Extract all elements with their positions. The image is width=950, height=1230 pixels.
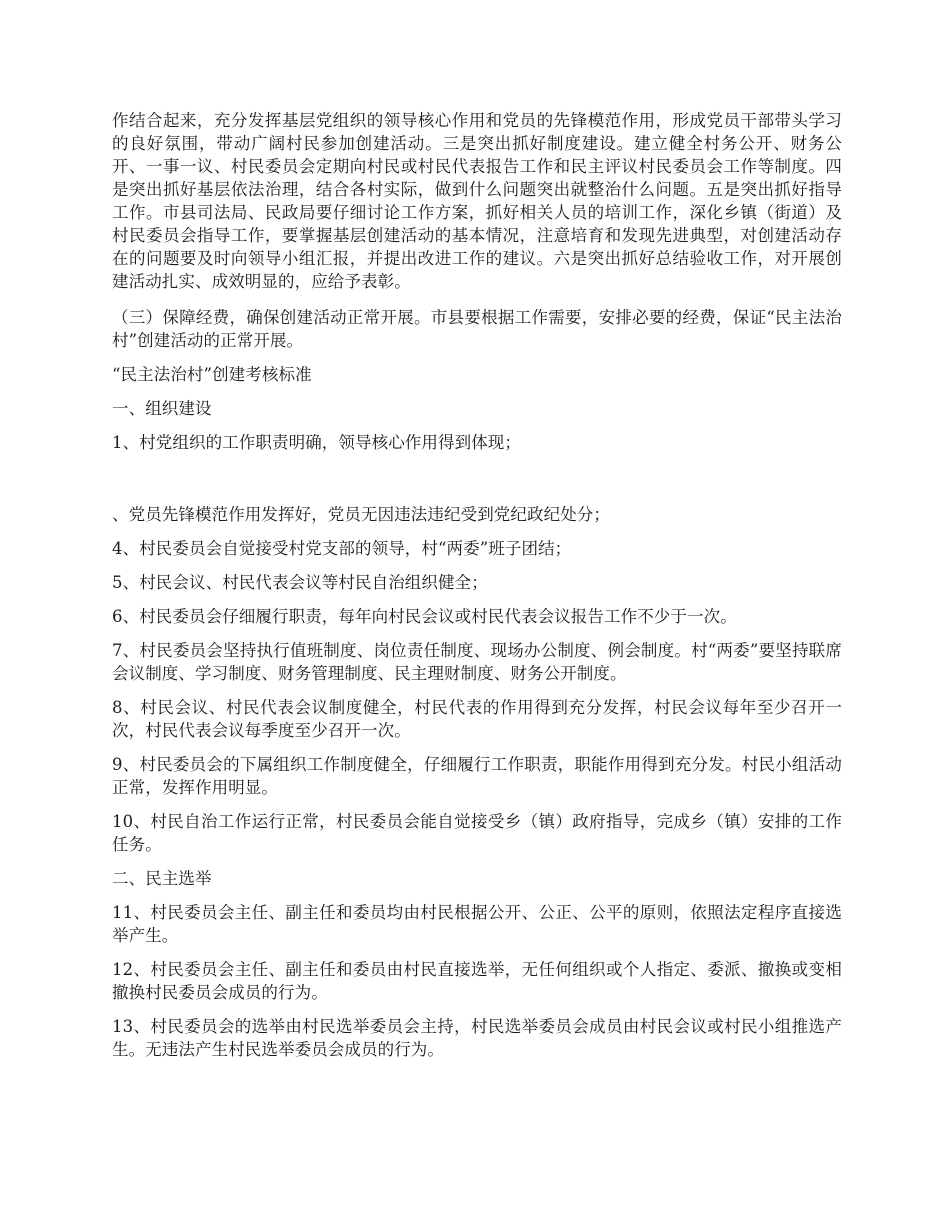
list-item-2: 、党员先锋模范作用发挥好，党员无因违法违纪受到党纪政纪处分； — [112, 505, 610, 524]
list-item-12: 12、村民委员会主任、副主任和委员由村民直接选举，无任何组织或个人指定、委派、撤换或变相撤换村民委员会成员的行为。 — [112, 960, 842, 1002]
paragraph-work-measures: 作结合起来，充分发挥基层党组织的领导核心作用和党员的先锋模范作用，形成党员干部带头学习的良好氛围，带动广阔村民参加创建活动。三是突出抓好制度建设。建立健全村务公开、财务公开、一事一议、村民委员会定期向村民或村民代表报告工作和民主评议村民委员会工作等制度。四是突出抓好基层依法治理，结合各村实际，做到什么问题突出就整治什么问题。五是突出抓好指导工作。市县司法局、民政局要仔细讨论工作方案，抓好相关人员的培训工作，深化乡镇（街道）及村民委员会指导工作，要掌握基层创建活动的基本情况，注意培育和发现先进典型，对创建活动存在的问题要及时向领导小组汇报，并提出改进工作的建议。六是突出抓好总结验收工作，对开展创建活动扎实、成效明显的，应给予表彰。 — [112, 111, 842, 291]
list-item-4: 4、村民委员会自觉接受村党支部的领导，村“两委”班子团结； — [112, 539, 572, 558]
list-item-5: 5、村民会议、村民代表会议等村民自治组织健全； — [112, 573, 488, 592]
list-item-10: 10、村民自治工作运行正常，村民委员会能自觉接受乡（镇）政府指导，完成乡（镇）安排的工作任务。 — [112, 812, 842, 854]
list-item-7: 7、村民委员会坚持执行值班制度、岗位责任制度、现场办公制度、例会制度。村“两委”要坚持联席会议制度、学习制度、财务管理制度、民主理财制度、财务公开制度。 — [112, 641, 842, 683]
list-item-6: 6、村民委员会仔细履行职责，每年向村民会议或村民代表会议报告工作不少于一次。 — [112, 607, 737, 626]
list-item-8: 8、村民会议、村民代表会议制度健全，村民代表的作用得到充分发挥，村民会议每年至少召开一次，村民代表会议每季度至少召开一次。 — [112, 698, 842, 740]
section-heading-organization: 一、组织建设 — [112, 399, 212, 418]
paragraph-funding: （三）保障经费，确保创建活动正常开展。市县要根据工作需要，安排必要的经费，保证“民主法治村”创建活动的正常开展。 — [112, 308, 842, 350]
list-item-11: 11、村民委员会主任、副主任和委员均由村民根据公开、公正、公平的原则，依照法定程序直接选举产生。 — [112, 903, 842, 945]
blank-gap — [112, 465, 842, 503]
standards-title: “民主法治村”创建考核标准 — [112, 365, 312, 384]
list-item-13: 13、村民委员会的选举由村民选举委员会主持，村民选举委员会成员由村民会议或村民小组推选产生。无违法产生村民选举委员会成员的行为。 — [112, 1017, 842, 1059]
section-heading-election: 二、民主选举 — [112, 869, 212, 888]
list-item-1: 1、村党组织的工作职责明确，领导核心作用得到体现； — [112, 433, 521, 452]
list-item-9: 9、村民委员会的下属组织工作制度健全，仔细履行工作职责，职能作用得到充分发。村民小组活动正常，发挥作用明显。 — [112, 755, 842, 797]
document-page — [112, 109, 842, 1072]
